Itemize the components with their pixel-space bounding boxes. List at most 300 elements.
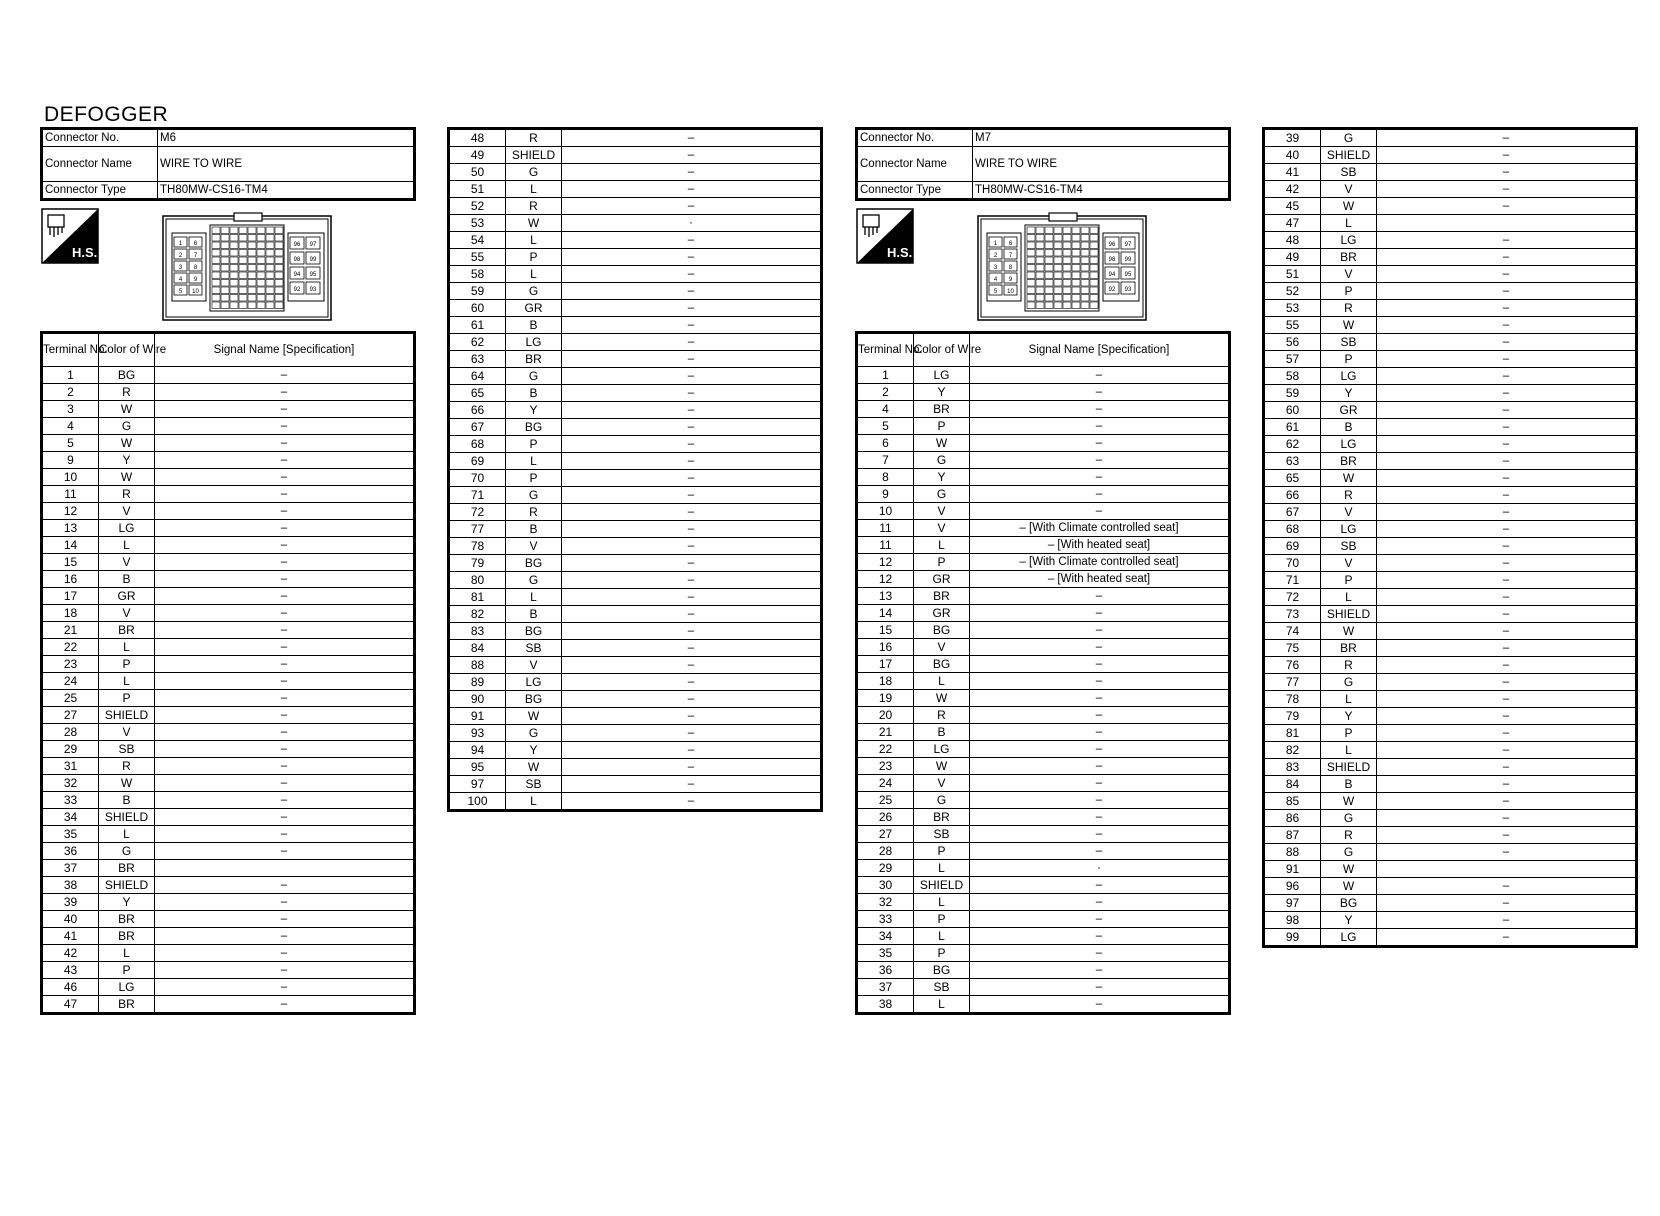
terminal-row: [1264, 215, 1637, 232]
pin-cell: [230, 250, 238, 257]
pin-cell: [1072, 242, 1080, 249]
signal-name-cell: –: [155, 996, 415, 1014]
wire-color-cell: LG: [914, 367, 970, 384]
wire-color-cell: R: [1321, 300, 1377, 317]
terminal-no-cell: 27: [857, 826, 914, 843]
terminal-row: [857, 571, 1230, 588]
signal-name-cell: –: [1377, 300, 1637, 317]
terminal-no-cell: 56: [1264, 334, 1321, 351]
pin-cell: [257, 287, 265, 294]
terminal-no-cell: 37: [857, 979, 914, 996]
terminal-no-cell: 64: [449, 368, 506, 385]
terminal-row: [42, 673, 415, 690]
connector-m7-panel: [855, 127, 1231, 1015]
wire-color-cell: BG: [99, 367, 155, 384]
pin-cell: [1027, 250, 1035, 257]
harness-side-icon: [857, 209, 913, 263]
terminal-table: [855, 331, 1231, 1015]
terminal-row: [857, 367, 1230, 384]
signal-name-cell: –: [1377, 555, 1637, 572]
pin-cell: [1045, 287, 1053, 294]
pin-label: 98: [293, 257, 301, 263]
wire-color-cell: P: [914, 843, 970, 860]
pin-cell: [221, 227, 229, 234]
terminal-row: [449, 368, 822, 385]
wire-color-cell: L: [914, 928, 970, 945]
terminal-row: [1264, 351, 1637, 368]
terminal-table: [40, 331, 416, 1015]
pin-cell: [1045, 280, 1053, 287]
terminal-no-cell: 84: [1264, 776, 1321, 793]
terminal-no-cell: 68: [1264, 521, 1321, 538]
pin-label: 9: [193, 277, 198, 283]
terminal-no-cell: 11: [857, 537, 914, 554]
pin-cell: [1027, 302, 1035, 309]
terminal-row: [449, 708, 822, 725]
pin-cell: [1045, 227, 1053, 234]
signal-name-cell: –: [562, 249, 822, 266]
pin-cell: [266, 257, 274, 264]
signal-name-cell: –: [1377, 912, 1637, 929]
harness-side-icon: [42, 209, 98, 263]
terminal-row: [1264, 232, 1637, 249]
pin-cell: [1090, 295, 1098, 302]
pin-cell: [230, 272, 238, 279]
wire-color-cell: L: [506, 181, 562, 198]
signal-name-cell: –: [562, 334, 822, 351]
terminal-no-cell: 10: [42, 469, 99, 486]
pin-cell: [239, 287, 247, 294]
pin-cell: [221, 265, 229, 272]
pin-cell: [1036, 280, 1044, 287]
wire-color-cell: SHIELD: [1321, 147, 1377, 164]
terminal-row: [449, 317, 822, 334]
terminal-no-cell: 40: [1264, 147, 1321, 164]
terminal-row: [42, 639, 415, 656]
wire-color-cell: P: [99, 690, 155, 707]
pin-cell: [266, 295, 274, 302]
terminal-no-cell: 24: [857, 775, 914, 792]
signal-name-cell: –: [970, 639, 1230, 656]
wire-color-cell: BR: [914, 809, 970, 826]
signal-name-cell: [1377, 861, 1637, 878]
pin-cell: [1054, 287, 1062, 294]
wire-color-cell: G: [1321, 844, 1377, 861]
terminal-row: [449, 470, 822, 487]
signal-name-cell: –: [155, 928, 415, 945]
terminal-no-cell: 81: [449, 589, 506, 606]
pin-cell: [1027, 235, 1035, 242]
terminal-row: [42, 877, 415, 894]
terminal-row: [1264, 317, 1637, 334]
wire-color-cell: R: [99, 758, 155, 775]
connector-latch: [234, 213, 262, 221]
terminal-row: [857, 520, 1230, 537]
terminal-no-cell: 4: [857, 401, 914, 418]
pin-cell: [257, 235, 265, 242]
pin-cell: [212, 280, 220, 287]
terminal-no-header: Terminal No.: [857, 333, 914, 367]
pin-cell: [257, 257, 265, 264]
terminal-no-cell: 2: [857, 384, 914, 401]
signal-name-cell: –: [562, 691, 822, 708]
pin-cell: [212, 235, 220, 242]
pin-cell: [1090, 257, 1098, 264]
pin-cell: [1054, 280, 1062, 287]
signal-name-cell: –: [155, 639, 415, 656]
terminal-row: [857, 911, 1230, 928]
terminal-no-cell: 23: [42, 656, 99, 673]
terminal-no-cell: 61: [1264, 419, 1321, 436]
pin-cell: [1054, 265, 1062, 272]
pin-cell: [1045, 257, 1053, 264]
terminal-row: [1264, 521, 1637, 538]
signal-name-cell: –: [562, 759, 822, 776]
pin-cell: [1081, 265, 1089, 272]
signal-name-cell: –: [562, 606, 822, 623]
signal-name-cell: –: [155, 520, 415, 537]
terminal-no-cell: 98: [1264, 912, 1321, 929]
terminal-table: [1262, 127, 1638, 948]
connector-type-value: TH80MW-CS16-TM4: [973, 182, 1230, 200]
wire-color-cell: BG: [1321, 895, 1377, 912]
terminal-no-cell: 40: [42, 911, 99, 928]
signal-name-cell: –: [970, 792, 1230, 809]
terminal-row: [42, 979, 415, 996]
terminal-row: [449, 147, 822, 164]
terminal-row: [42, 928, 415, 945]
signal-name-cell: –: [970, 452, 1230, 469]
terminal-row: [857, 503, 1230, 520]
wire-color-cell: LG: [1321, 436, 1377, 453]
wire-color-cell: Y: [506, 402, 562, 419]
connector-m7-continuation: [1262, 127, 1638, 948]
connector-face-drawing: [977, 215, 1147, 321]
signal-name-cell: –: [1377, 674, 1637, 691]
terminal-row: [1264, 572, 1637, 589]
terminal-no-cell: 20: [857, 707, 914, 724]
wire-color-cell: V: [99, 503, 155, 520]
signal-name-cell: –: [1377, 572, 1637, 589]
signal-name-cell: –: [1377, 827, 1637, 844]
wire-color-cell: L: [914, 673, 970, 690]
pin-cell: [1090, 242, 1098, 249]
pin-label: 3: [178, 265, 183, 271]
signal-name-cell: –: [970, 503, 1230, 520]
wire-color-cell: Y: [99, 452, 155, 469]
terminal-no-cell: 52: [1264, 283, 1321, 300]
wire-color-cell: B: [99, 571, 155, 588]
signal-name-cell: –: [155, 724, 415, 741]
terminal-no-cell: 21: [42, 622, 99, 639]
terminal-row: [1264, 929, 1637, 947]
pin-cell: [230, 235, 238, 242]
signal-name-cell: –: [970, 826, 1230, 843]
terminal-no-cell: 86: [1264, 810, 1321, 827]
wire-color-cell: G: [914, 792, 970, 809]
signal-name-cell: –: [970, 588, 1230, 605]
hs-badge-text: H.S.: [887, 245, 913, 260]
signal-name-cell: –: [1377, 351, 1637, 368]
wire-color-cell: L: [1321, 691, 1377, 708]
terminal-row: [42, 401, 415, 418]
terminal-row: [449, 657, 822, 674]
wire-color-cell: Y: [914, 384, 970, 401]
wire-color-cell: BG: [506, 419, 562, 436]
wire-color-cell: G: [914, 452, 970, 469]
terminal-row: [1264, 147, 1637, 164]
wire-color-cell: SHIELD: [1321, 759, 1377, 776]
terminal-row: [1264, 895, 1637, 912]
pin-cell: [1072, 235, 1080, 242]
wire-color-cell: W: [914, 758, 970, 775]
terminal-row: [449, 232, 822, 249]
signal-name-cell: –: [1377, 606, 1637, 623]
pin-cell: [1054, 235, 1062, 242]
pin-cell: [1054, 272, 1062, 279]
terminal-row: [449, 436, 822, 453]
wire-color-cell: BR: [99, 860, 155, 877]
terminal-row: [857, 605, 1230, 622]
pin-cell: [221, 272, 229, 279]
pin-cell: [1063, 302, 1071, 309]
terminal-no-cell: 53: [449, 215, 506, 232]
signal-name-cell: –: [1377, 895, 1637, 912]
signal-name-cell: –: [562, 300, 822, 317]
terminal-no-cell: 58: [1264, 368, 1321, 385]
wire-color-cell: V: [914, 520, 970, 537]
terminal-row: [42, 792, 415, 809]
terminal-no-cell: 94: [449, 742, 506, 759]
pin-cell: [1081, 250, 1089, 257]
connector-latch: [1049, 213, 1077, 221]
pin-cell: [1081, 257, 1089, 264]
wire-color-cell: G: [1321, 810, 1377, 827]
terminal-no-cell: 72: [449, 504, 506, 521]
signal-name-cell: –: [1377, 283, 1637, 300]
terminal-row: [42, 656, 415, 673]
terminal-row: [1264, 300, 1637, 317]
pin-cell: [1063, 287, 1071, 294]
terminal-row: [42, 860, 415, 877]
terminal-no-cell: 89: [449, 674, 506, 691]
wire-color-cell: V: [914, 775, 970, 792]
signal-name-cell: –: [562, 232, 822, 249]
signal-name-cell: –: [970, 877, 1230, 894]
wire-color-cell: G: [1321, 129, 1377, 147]
terminal-row: [1264, 844, 1637, 861]
pin-label: 7: [1008, 253, 1013, 259]
wire-color-cell: B: [99, 792, 155, 809]
signal-name-cell: –: [970, 486, 1230, 503]
signal-name-cell: –: [155, 792, 415, 809]
pin-cell: [230, 257, 238, 264]
terminal-no-cell: 35: [42, 826, 99, 843]
terminal-no-cell: 59: [449, 283, 506, 300]
terminal-no-cell: 71: [449, 487, 506, 504]
terminal-no-cell: 73: [1264, 606, 1321, 623]
terminal-no-cell: 82: [1264, 742, 1321, 759]
pin-cell: [212, 242, 220, 249]
terminal-no-cell: 12: [857, 554, 914, 571]
pin-label: 10: [1007, 289, 1014, 295]
wire-color-cell: Y: [1321, 912, 1377, 929]
signal-name-cell: –: [562, 470, 822, 487]
terminal-no-cell: 30: [857, 877, 914, 894]
wire-color-cell: GR: [1321, 402, 1377, 419]
terminal-row: [1264, 759, 1637, 776]
wire-color-cell: P: [914, 945, 970, 962]
terminal-no-cell: 17: [857, 656, 914, 673]
wire-color-cell: SB: [914, 979, 970, 996]
signal-name-cell: –: [1377, 691, 1637, 708]
terminal-row: [857, 792, 1230, 809]
wire-color-cell: W: [1321, 878, 1377, 895]
wire-color-cell: R: [506, 198, 562, 215]
pin-cell: [1072, 280, 1080, 287]
pin-cell: [1063, 257, 1071, 264]
signal-name-cell: –: [562, 351, 822, 368]
pin-cell: [1054, 302, 1062, 309]
wire-color-cell: BR: [914, 588, 970, 605]
terminal-no-cell: 71: [1264, 572, 1321, 589]
signal-name-cell: –: [970, 367, 1230, 384]
terminal-row: [1264, 674, 1637, 691]
signal-name-cell: –: [1377, 334, 1637, 351]
terminal-row: [449, 674, 822, 691]
signal-name-cell: –: [1377, 504, 1637, 521]
pin-cell: [239, 280, 247, 287]
wire-color-cell: W: [1321, 793, 1377, 810]
pin-label: 5: [993, 289, 998, 295]
terminal-no-cell: 34: [42, 809, 99, 826]
terminal-no-cell: 60: [449, 300, 506, 317]
pin-label: 8: [193, 265, 198, 271]
wire-color-cell: P: [914, 554, 970, 571]
wire-color-cell: Y: [914, 469, 970, 486]
signal-name-cell: –: [970, 741, 1230, 758]
pin-cell: [1045, 242, 1053, 249]
terminal-row: [1264, 453, 1637, 470]
pin-cell: [248, 287, 256, 294]
pin-cell: [230, 295, 238, 302]
terminal-row: [42, 826, 415, 843]
terminal-row: [42, 571, 415, 588]
terminal-no-cell: 2: [42, 384, 99, 401]
wire-color-cell: SB: [99, 741, 155, 758]
pin-cell: [221, 235, 229, 242]
pin-label: 4: [993, 277, 998, 283]
wire-color-cell: SB: [914, 826, 970, 843]
terminal-row: [1264, 436, 1637, 453]
signal-name-cell: –: [562, 198, 822, 215]
wire-color-cell: W: [1321, 198, 1377, 215]
terminal-no-cell: 100: [449, 793, 506, 811]
terminal-no-cell: 66: [1264, 487, 1321, 504]
pin-cell: [239, 242, 247, 249]
wire-color-cell: G: [506, 164, 562, 181]
terminal-row: [449, 793, 822, 811]
wire-color-cell: SB: [1321, 334, 1377, 351]
terminal-row: [42, 367, 415, 384]
terminal-row: [42, 741, 415, 758]
wire-color-cell: L: [99, 537, 155, 554]
terminal-no-cell: 15: [42, 554, 99, 571]
wire-color-cell: BR: [99, 622, 155, 639]
pin-cell: [266, 250, 274, 257]
terminal-no-cell: 55: [449, 249, 506, 266]
connector-no-label: Connector No.: [42, 129, 158, 147]
pin-cell: [1090, 302, 1098, 309]
signal-name-cell: –: [970, 401, 1230, 418]
terminal-row: [449, 164, 822, 181]
terminal-no-cell: 45: [1264, 198, 1321, 215]
terminal-row: [1264, 368, 1637, 385]
wire-color-cell: G: [506, 487, 562, 504]
signal-name-cell: –: [155, 962, 415, 979]
terminal-row: [857, 860, 1230, 877]
signal-name-cell: –: [970, 928, 1230, 945]
pin-cell: [1090, 287, 1098, 294]
terminal-no-cell: 47: [1264, 215, 1321, 232]
terminal-row: [1264, 487, 1637, 504]
connector-name-label: Connector Name: [42, 147, 158, 182]
terminal-row: [1264, 878, 1637, 895]
terminal-no-cell: 99: [1264, 929, 1321, 947]
connector-m6-panel: [40, 127, 416, 1015]
terminal-row: [857, 537, 1230, 554]
terminal-row: [449, 351, 822, 368]
signal-name-cell: –: [1377, 538, 1637, 555]
signal-name-cell: –: [1377, 453, 1637, 470]
terminal-row: [42, 435, 415, 452]
wire-color-cell: B: [914, 724, 970, 741]
terminal-no-cell: 67: [449, 419, 506, 436]
wire-color-cell: R: [506, 504, 562, 521]
terminal-row: [1264, 283, 1637, 300]
wire-color-cell: V: [99, 724, 155, 741]
signal-name-cell: –: [562, 419, 822, 436]
signal-name-cell: –: [562, 129, 822, 147]
pin-cell: [266, 302, 274, 309]
signal-name-cell: –: [1377, 487, 1637, 504]
signal-name-cell: –: [562, 776, 822, 793]
terminal-row: [1264, 385, 1637, 402]
pin-cell: [275, 257, 283, 264]
signal-name-cell: –: [1377, 742, 1637, 759]
connector-type-value: TH80MW-CS16-TM4: [158, 182, 415, 200]
pin-cell: [1072, 287, 1080, 294]
signal-name-cell: –: [1377, 623, 1637, 640]
wire-color-cell: L: [506, 232, 562, 249]
terminal-row: [1264, 419, 1637, 436]
wire-color-cell: LG: [1321, 521, 1377, 538]
terminal-no-cell: 13: [857, 588, 914, 605]
signal-name-cell: –: [155, 843, 415, 860]
pin-cell: [212, 302, 220, 309]
terminal-row: [1264, 623, 1637, 640]
terminal-no-cell: 97: [1264, 895, 1321, 912]
terminal-no-cell: 23: [857, 758, 914, 775]
signal-name-cell: –: [970, 962, 1230, 979]
terminal-row: [857, 758, 1230, 775]
pin-cell: [1081, 280, 1089, 287]
terminal-row: [857, 945, 1230, 962]
signal-name-cell: –: [562, 725, 822, 742]
pin-label: 96: [293, 242, 301, 248]
signal-name-header: Signal Name [Specification]: [155, 333, 415, 367]
terminal-row: [1264, 266, 1637, 283]
